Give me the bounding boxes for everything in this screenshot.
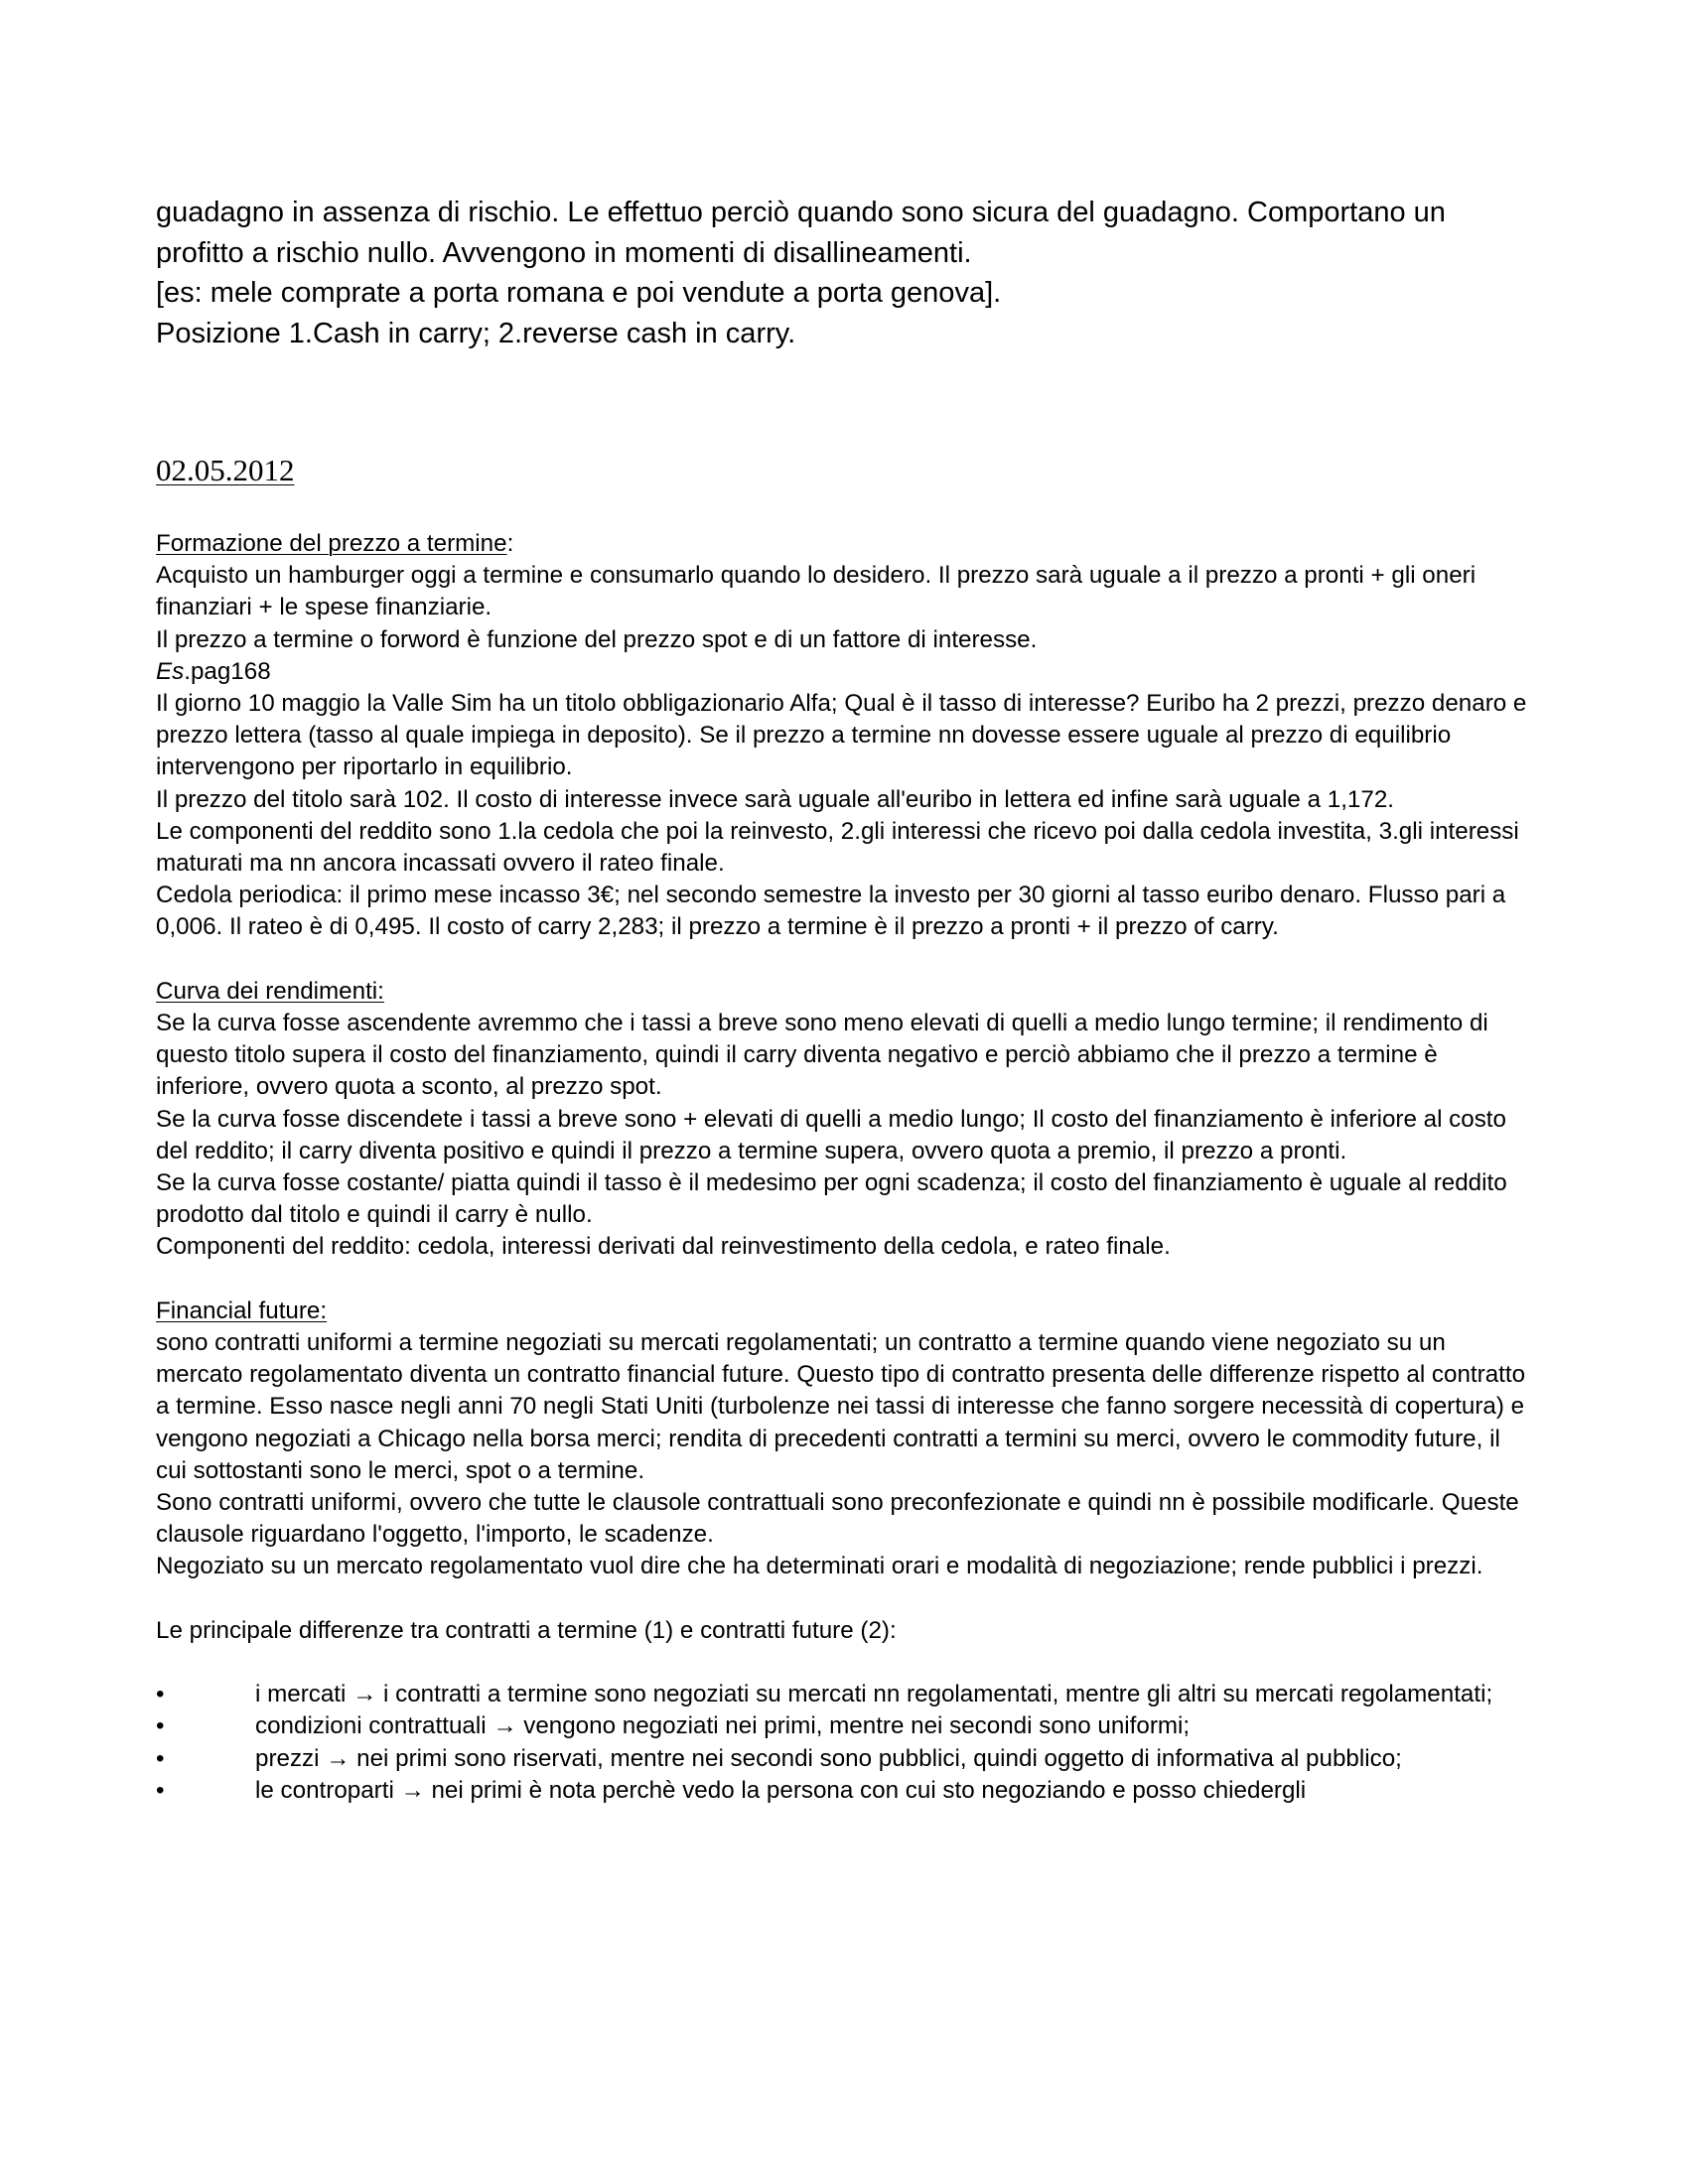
bullet-icon: • xyxy=(156,1776,165,1804)
document-page xyxy=(156,0,1536,2184)
list-item-text: condizioni contrattuali → vengono negoziati nei primi, mentre nei secondi sono uniformi; xyxy=(255,1712,1191,1740)
paragraph: Le componenti del reddito sono 1.la cedola che poi la reinvesto, 2.gli interessi che ricevo poi dalla cedola investita, 3.gli interessi maturati ma nn ancora incassati ovvero il rateo finale. xyxy=(156,817,1519,878)
paragraph: Se la curva fosse discendete i tassi a breve sono + elevati di quelli a medio lungo; Il costo del finanziamento è inferiore al costo del reddito; il carry diventa positivo e quindi il prezzo a termine supera, ovvero quota a premio, il prezzo a pronti. xyxy=(156,1105,1506,1164)
list-item xyxy=(156,1775,1536,1807)
date-heading: 02.05.2012 xyxy=(156,453,295,487)
intro-block xyxy=(156,193,1536,353)
list-item xyxy=(156,1679,1536,1710)
spacer xyxy=(156,1647,1536,1679)
bullet-icon: • xyxy=(156,1712,165,1740)
list-item-text: i mercati → i contratti a termine sono negoziati su mercati nn regolamentati, mentre gli altri su mercati regolamentati; xyxy=(255,1681,1493,1708)
list-item xyxy=(156,1710,1536,1742)
differences-list xyxy=(156,1679,1536,1807)
paragraph: Se la curva fosse costante/ piatta quindi il tasso è il medesimo per ogni scadenza; il costo del finanziamento è uguale al reddito prodotto dal titolo e quindi il carry è nullo. xyxy=(156,1169,1507,1229)
section-heading-formazione: Formazione del prezzo a termine xyxy=(156,530,507,557)
example-label: Es xyxy=(156,657,185,685)
paragraph: Le principale differenze tra contratti a termine (1) e contratti future (2): xyxy=(156,1616,897,1644)
paragraph: Se la curva fosse ascendente avremmo che i tassi a breve sono meno elevati di quelli a medio lungo termine; il rendimento di questo titolo supera il costo del finanziamento, quindi il carry diventa negativo e perciò abbiamo che il prezzo a termine è inferiore, ovvero quota a sconto, al prezzo spot. xyxy=(156,1010,1488,1101)
intro-position: Posizione 1.Cash in carry; 2.reverse cash in carry. xyxy=(156,317,796,349)
section-financial xyxy=(156,1296,1536,1807)
heading-colon: : xyxy=(506,530,514,557)
list-item-text: prezzi → nei primi sono riservati, mentre nei secondi sono pubblici, quindi oggetto di informativa al pubblico; xyxy=(255,1744,1402,1772)
paragraph: Sono contratti uniformi, ovvero che tutte le clausole contrattuali sono preconfezionate e quindi nn è possibile modificarle. Queste clausole riguardano l'oggetto, l'importo, le scadenze. xyxy=(156,1489,1519,1549)
intro-paragraph: guadagno in assenza di rischio. Le effettuo perciò quando sono sicura del guadagno. Comportano un profitto a rischio nullo. Avvengono in momenti di disallineamenti. xyxy=(156,197,1446,269)
bullet-icon: • xyxy=(156,1681,165,1708)
paragraph: Il giorno 10 maggio la Valle Sim ha un titolo obbligazionario Alfa; Qual è il tasso di interesse? Euribo ha 2 prezzi, prezzo denaro e prezzo lettera (tasso al quale impiega in deposito). Se il prezzo a termine nn dovesse essere uguale al prezzo di equilibrio intervengono per riportarlo in equilibrio. xyxy=(156,690,1527,781)
list-item-text: le controparti → nei primi è nota perchè vedo la persona con cui sto negoziando e posso chiedergli xyxy=(255,1776,1307,1804)
paragraph: Cedola periodica: il primo mese incasso 3€; nel secondo semestre la investo per 30 giorni al tasso euribo denaro. Flusso pari a 0,006. Il rateo è di 0,495. Il costo of carry 2,283; il prezzo a termine è il prezzo a pronti + il prezzo of carry. xyxy=(156,882,1506,941)
paragraph: Acquisto un hamburger oggi a termine e consumarlo quando lo desidero. Il prezzo sarà uguale a il prezzo a pronti + gli oneri finanziari + le spese finanziarie. xyxy=(156,562,1477,621)
paragraph: sono contratti uniformi a termine negoziati su mercati regolamentati; un contratto a termine quando viene negoziato su un mercato regolamentato diventa un contratto financial future. Questo tipo di contratto presenta delle differenze rispetto al contratto a termine. Esso nasce negli anni 70 negli Stati Uniti (turbolenze nei tassi di interesse che fanno sorgere necessità di copertura) e vengono negoziati a Chicago nella borsa merci; rendita di precedenti contratti a termini su merci, ovvero le commodity future, il cui sottostanti sono le merci, spot o a termine. xyxy=(156,1329,1526,1484)
paragraph: Componenti del reddito: cedola, interessi derivati dal reinvestimento della cedola, e rateo finale. xyxy=(156,1233,1171,1261)
section-curva xyxy=(156,976,1536,1264)
section-heading-line xyxy=(156,976,1536,1008)
example-page: .pag168 xyxy=(184,657,271,685)
paragraph: Il prezzo a termine o forword è funzione del prezzo spot e di un fattore di interesse. xyxy=(156,625,1038,653)
section-formazione xyxy=(156,528,1536,944)
intro-example: [es: mele comprate a porta romana e poi vendute a porta genova]. xyxy=(156,277,1002,309)
paragraph: Negoziato su un mercato regolamentato vuol dire che ha determinati orari e modalità di negoziazione; rende pubblici i prezzi. xyxy=(156,1553,1483,1580)
bullet-icon: • xyxy=(156,1744,165,1772)
section-heading-line xyxy=(156,1296,1536,1327)
spacer xyxy=(156,1583,1536,1615)
section-heading-financial: Financial future: xyxy=(156,1297,328,1324)
section-heading-line xyxy=(156,528,1536,560)
notes-body xyxy=(156,528,1536,1807)
paragraph: Il prezzo del titolo sarà 102. Il costo di interesse invece sarà uguale all'euribo in lettera ed infine sarà uguale a 1,172. xyxy=(156,785,1395,813)
example-reference xyxy=(156,656,1536,688)
section-heading-curva: Curva dei rendimenti: xyxy=(156,977,384,1005)
list-item xyxy=(156,1743,1536,1775)
